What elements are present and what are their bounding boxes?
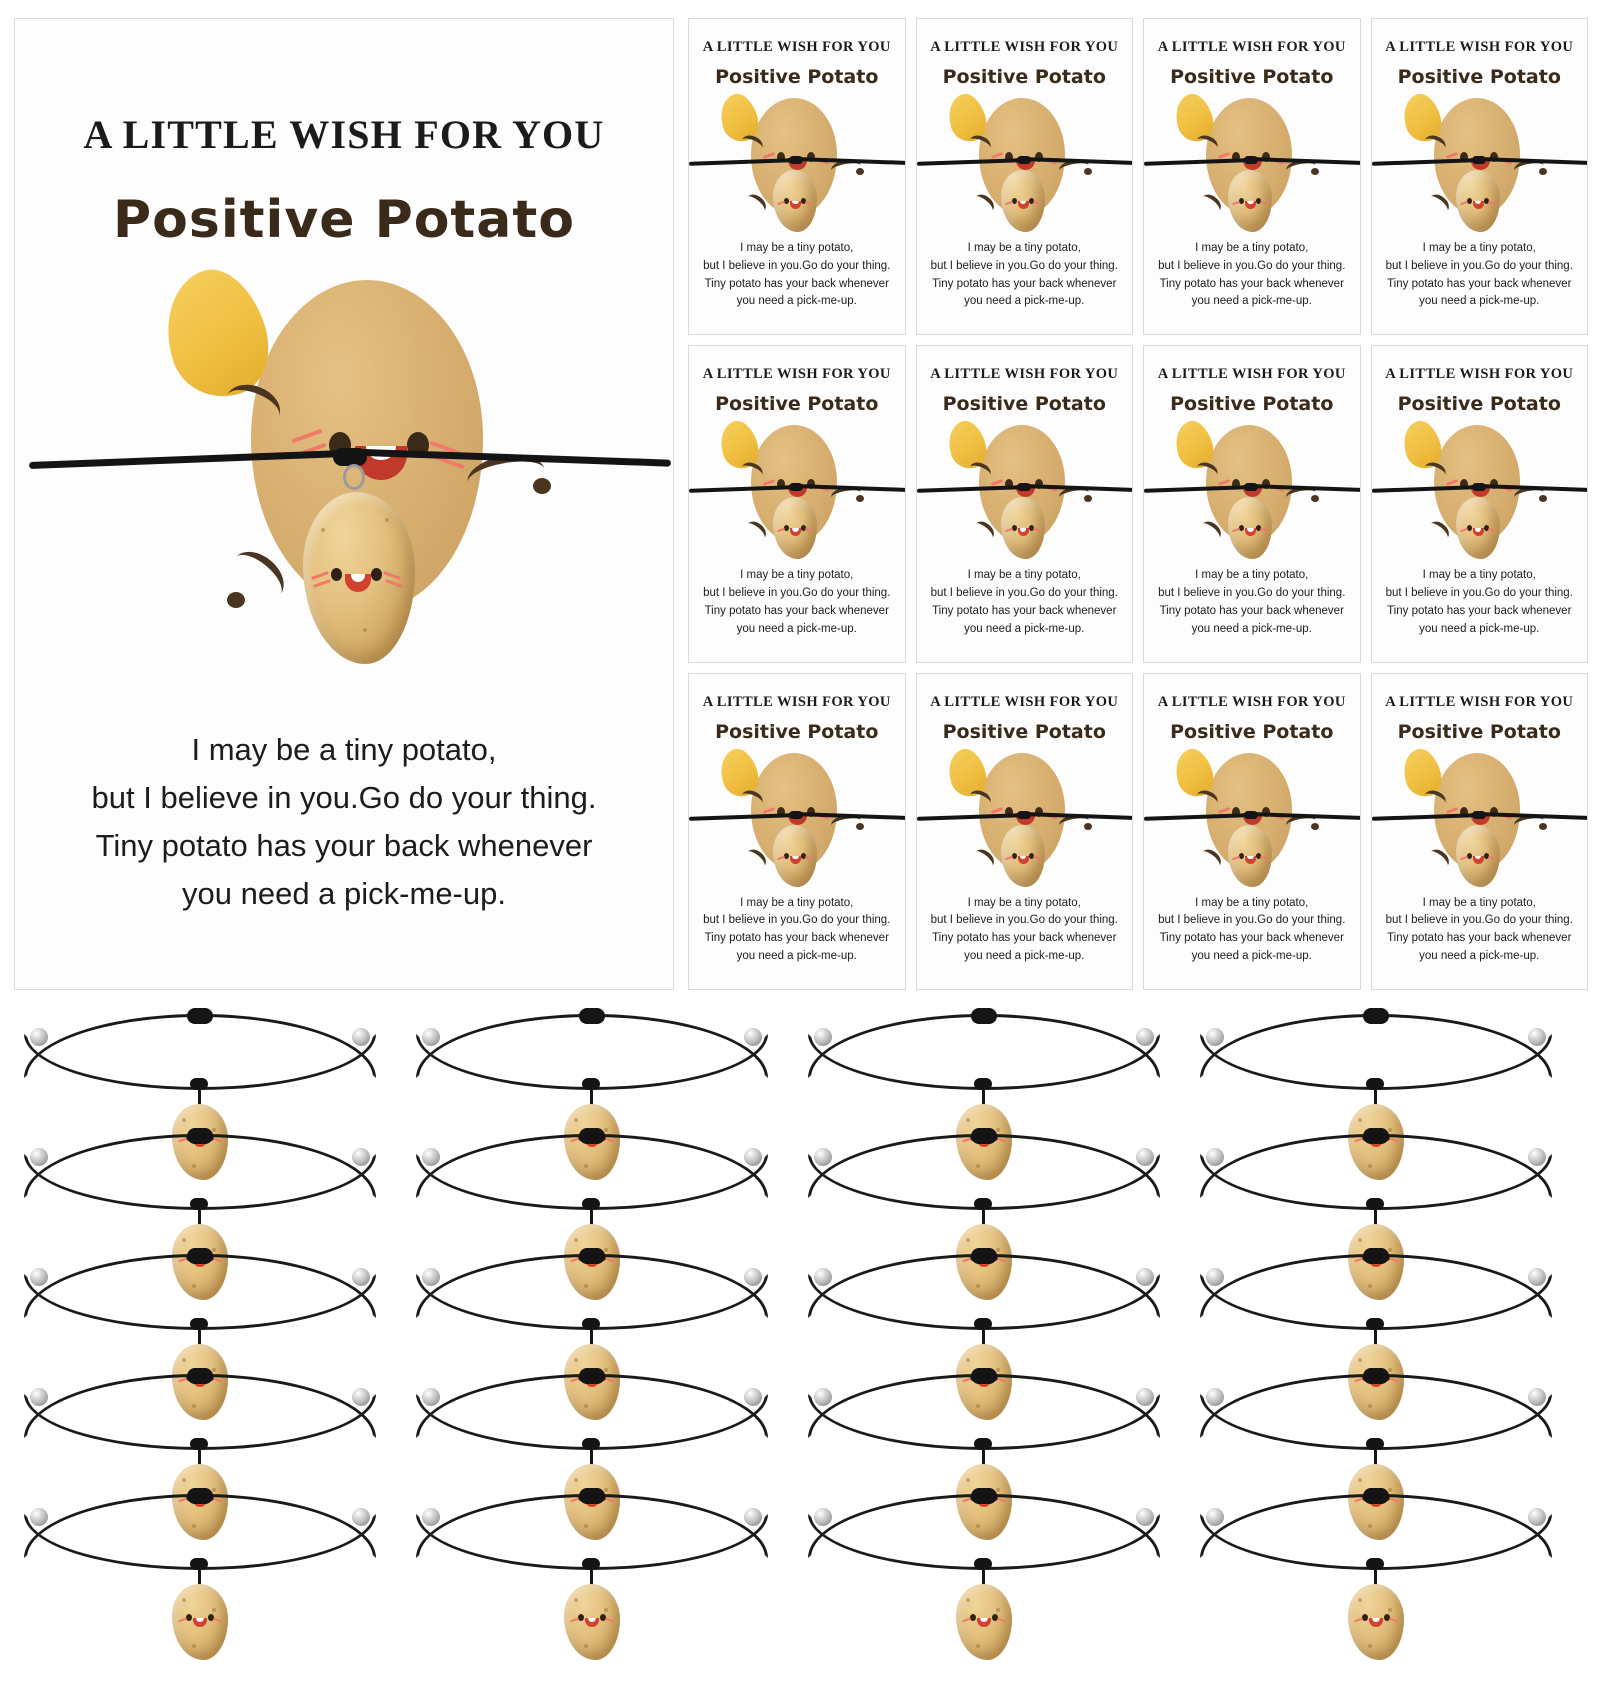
cord-knot-icon (1363, 1248, 1389, 1264)
mini-card-subtitle: Positive Potato (1170, 720, 1334, 743)
hero-message-line-4: you need a pick-me-up. (182, 876, 506, 912)
charm-mouth-icon (1018, 201, 1029, 209)
charm-speck (212, 1608, 216, 1612)
mini-message-line-3: Tiny potato has your back whenever (1387, 604, 1572, 617)
charm-speck (182, 1118, 186, 1122)
charm-speck (966, 1478, 970, 1482)
charm-speck (584, 1644, 588, 1648)
silver-bead-icon (1136, 1028, 1154, 1046)
cord-knot-icon (1244, 483, 1258, 491)
silver-bead-icon (1136, 1148, 1154, 1166)
mini-message-line-2: but I believe in you.Go do your thing. (1385, 259, 1573, 272)
mini-card-message (689, 895, 905, 966)
mini-card-subtitle: Positive Potato (715, 393, 879, 416)
silver-bead-icon (422, 1028, 440, 1046)
silver-bead-icon (814, 1268, 832, 1286)
mini-card-title: A LITTLE WISH FOR YOU (1385, 39, 1574, 55)
charm-left-eye-icon (331, 568, 342, 581)
mini-message-line-3: Tiny potato has your back whenever (704, 277, 889, 290)
mini-wish-card (1143, 18, 1361, 335)
mini-message-line-3: Tiny potato has your back whenever (704, 932, 889, 945)
mini-message-line-4: you need a pick-me-up. (736, 622, 857, 635)
mini-card-title: A LITTLE WISH FOR YOU (1157, 693, 1346, 710)
mini-card-title: A LITTLE WISH FOR YOU (1385, 366, 1574, 383)
mini-message-line-2: but I believe in you.Go do your thing. (703, 587, 891, 600)
silver-bead-icon (30, 1028, 48, 1046)
hero-card-message (15, 726, 673, 918)
mini-message-line-4: you need a pick-me-up. (1191, 622, 1312, 635)
cord-knot-icon (1017, 811, 1031, 819)
mini-message-line-1: I may be a tiny potato, (1422, 242, 1536, 254)
silver-bead-icon (1206, 1508, 1224, 1526)
mini-card-title: A LITTLE WISH FOR YOU (930, 39, 1119, 55)
mini-card-subtitle: Positive Potato (1397, 720, 1561, 743)
charm-speck (1358, 1598, 1362, 1602)
mini-message-line-4: you need a pick-me-up. (964, 295, 1085, 308)
potato-right-hand-icon (1311, 168, 1319, 175)
mini-message-line-2: but I believe in you.Go do your thing. (1158, 259, 1346, 272)
mini-wish-card (1371, 345, 1589, 662)
mini-message-line-2: but I believe in you.Go do your thing. (1385, 914, 1573, 927)
charm-mouth-icon (1018, 856, 1029, 864)
mini-message-line-2: but I believe in you.Go do your thing. (1158, 587, 1346, 600)
silver-bead-icon (1206, 1028, 1224, 1046)
silver-bead-icon (422, 1508, 440, 1526)
mini-card-message (1372, 895, 1588, 966)
mini-message-line-4: you need a pick-me-up. (1419, 622, 1540, 635)
charm-speck (182, 1478, 186, 1482)
cord-knot-icon (1017, 483, 1031, 491)
mini-message-line-4: you need a pick-me-up. (1419, 295, 1540, 308)
mini-message-line-3: Tiny potato has your back whenever (1387, 932, 1572, 945)
cord-knot-icon (1472, 811, 1486, 819)
charm-right-eye-icon (371, 568, 382, 581)
mini-wish-card (1143, 673, 1361, 990)
mini-artwork (1372, 745, 1588, 895)
mini-card-title: A LITTLE WISH FOR YOU (1385, 693, 1574, 710)
cord-knot-icon (187, 1368, 213, 1384)
silver-bead-icon (814, 1388, 832, 1406)
cord-knot-icon (971, 1368, 997, 1384)
mini-artwork (1372, 90, 1588, 240)
mini-message-line-2: but I believe in you.Go do your thing. (930, 259, 1118, 272)
hero-card-subtitle: Positive Potato (113, 190, 575, 250)
silver-bead-icon (30, 1268, 48, 1286)
mini-message-line-4: you need a pick-me-up. (1419, 950, 1540, 963)
mini-artwork (689, 745, 905, 895)
cord-knot-icon (579, 1128, 605, 1144)
mini-message-line-2: but I believe in you.Go do your thing. (703, 259, 891, 272)
silver-bead-icon (1528, 1388, 1546, 1406)
potato-right-hand-icon (1311, 495, 1319, 502)
mini-card-subtitle: Positive Potato (715, 66, 879, 88)
charm-mouth-icon (1473, 201, 1484, 209)
mini-message-line-2: but I believe in you.Go do your thing. (703, 914, 891, 927)
potato-right-hand-icon (856, 823, 864, 830)
mini-card-title: A LITTLE WISH FOR YOU (702, 39, 891, 55)
potato-right-hand-icon (1084, 495, 1092, 502)
silver-bead-icon (744, 1388, 762, 1406)
mini-card-subtitle: Positive Potato (1397, 66, 1561, 88)
mini-wish-card (916, 18, 1134, 335)
silver-bead-icon (814, 1028, 832, 1046)
silver-bead-icon (422, 1388, 440, 1406)
potato-right-hand-icon (856, 495, 864, 502)
cord-knot-icon (1363, 1368, 1389, 1384)
charm-speck (182, 1238, 186, 1242)
charm-speck (1358, 1478, 1362, 1482)
mini-wish-card (916, 345, 1134, 662)
mini-card-message (1144, 895, 1360, 966)
silver-bead-icon (744, 1268, 762, 1286)
charm-speck (1368, 1644, 1372, 1648)
mini-artwork (917, 745, 1133, 895)
mini-artwork (689, 417, 905, 567)
mini-card-message (689, 567, 905, 638)
mini-artwork (1144, 745, 1360, 895)
mini-message-line-4: you need a pick-me-up. (1191, 950, 1312, 963)
cord-knot-icon (1363, 1008, 1389, 1024)
mini-message-line-2: but I believe in you.Go do your thing. (930, 587, 1118, 600)
mini-message-line-3: Tiny potato has your back whenever (932, 604, 1117, 617)
cord-knot-icon (1244, 156, 1258, 164)
charm-speck (574, 1118, 578, 1122)
silver-bead-icon (744, 1508, 762, 1526)
charm-speck (574, 1598, 578, 1602)
charm-speck (996, 1608, 1000, 1612)
silver-bead-icon (30, 1388, 48, 1406)
charm-speck (321, 528, 325, 532)
potato-charm-bracelet (0, 1486, 400, 1706)
charm-left-eye-icon (1362, 1614, 1368, 1621)
cord-knot-icon (971, 1248, 997, 1264)
mini-card-title: A LITTLE WISH FOR YOU (702, 693, 891, 710)
charm-speck (966, 1238, 970, 1242)
cord-knot-icon (1363, 1128, 1389, 1144)
silver-bead-icon (30, 1508, 48, 1526)
mini-message-line-1: I may be a tiny potato, (967, 896, 1081, 909)
charm-speck (1388, 1608, 1392, 1612)
cord-knot-icon (789, 483, 803, 491)
mini-message-line-4: you need a pick-me-up. (964, 950, 1085, 963)
mini-message-line-3: Tiny potato has your back whenever (932, 932, 1117, 945)
mini-message-line-1: I may be a tiny potato, (740, 569, 854, 582)
mini-card-message (1372, 567, 1588, 638)
cord-knot-icon (1017, 156, 1031, 164)
cord-knot-icon (579, 1488, 605, 1504)
mini-message-line-1: I may be a tiny potato, (1422, 896, 1536, 909)
cord-knot-icon (1472, 156, 1486, 164)
mini-card-subtitle: Positive Potato (942, 720, 1106, 743)
potato-right-hand-icon (1539, 168, 1547, 175)
mini-message-line-1: I may be a tiny potato, (740, 896, 854, 909)
cord-knot-icon (187, 1248, 213, 1264)
charm-speck (1358, 1358, 1362, 1362)
mini-message-line-1: I may be a tiny potato, (1422, 569, 1536, 582)
charm-speck (385, 518, 389, 522)
mini-card-subtitle: Positive Potato (942, 393, 1106, 416)
mini-message-line-4: you need a pick-me-up. (964, 622, 1085, 635)
silver-bead-icon (352, 1268, 370, 1286)
mini-artwork (1144, 90, 1360, 240)
silver-bead-icon (1528, 1508, 1546, 1526)
mini-message-line-1: I may be a tiny potato, (1195, 569, 1309, 582)
silver-bead-icon (30, 1148, 48, 1166)
mini-message-line-3: Tiny potato has your back whenever (1159, 277, 1344, 290)
bracelet-grid (0, 1000, 1600, 1600)
silver-bead-icon (814, 1148, 832, 1166)
potato-left-foot-icon (227, 592, 245, 608)
mini-artwork (1372, 417, 1588, 567)
cord-knot-icon (579, 1248, 605, 1264)
cord-knot-icon (1244, 811, 1258, 819)
charm-speck (1358, 1238, 1362, 1242)
cord-knot-icon (187, 1008, 213, 1024)
hero-card-title: A LITTLE WISH FOR YOU (83, 112, 605, 157)
mini-artwork (689, 90, 905, 240)
silver-bead-icon (744, 1148, 762, 1166)
hero-message-line-2: but I believe in you.Go do your thing. (91, 780, 597, 816)
cord-knot-icon (187, 1488, 213, 1504)
mini-card-title: A LITTLE WISH FOR YOU (930, 366, 1119, 383)
charm-left-eye-icon (970, 1614, 976, 1621)
charm-speck (182, 1598, 186, 1602)
mini-artwork (1144, 417, 1360, 567)
cord-knot-icon (579, 1368, 605, 1384)
charm-mouth-icon (1473, 856, 1484, 864)
mini-card-message (1372, 240, 1588, 311)
silver-bead-icon (352, 1148, 370, 1166)
silver-bead-icon (1136, 1508, 1154, 1526)
potato-charm-bracelet (1176, 1486, 1576, 1706)
silver-bead-icon (1206, 1148, 1224, 1166)
silver-bead-icon (1136, 1388, 1154, 1406)
cord-knot-icon (579, 1008, 605, 1024)
mini-card-message (917, 240, 1133, 311)
mini-message-line-3: Tiny potato has your back whenever (1387, 277, 1572, 290)
mini-wish-card (688, 18, 906, 335)
charm-speck (574, 1358, 578, 1362)
silver-bead-icon (352, 1388, 370, 1406)
cord-knot-icon (789, 811, 803, 819)
mini-card-title: A LITTLE WISH FOR YOU (930, 693, 1119, 710)
hero-message-line-1: I may be a tiny potato, (191, 732, 497, 767)
potato-right-hand-icon (1084, 168, 1092, 175)
mini-card-subtitle: Positive Potato (1397, 393, 1561, 416)
mini-card-title: A LITTLE WISH FOR YOU (1157, 366, 1346, 383)
hero-artwork (15, 256, 674, 726)
mini-message-line-2: but I believe in you.Go do your thing. (1158, 914, 1346, 927)
silver-bead-icon (1136, 1268, 1154, 1286)
cord-knot-icon (1472, 483, 1486, 491)
potato-right-hand-icon (533, 478, 551, 494)
silver-bead-icon (1206, 1388, 1224, 1406)
mini-card-message (917, 895, 1133, 966)
mini-message-line-2: but I believe in you.Go do your thing. (1385, 587, 1573, 600)
mini-artwork (917, 90, 1133, 240)
mini-message-line-1: I may be a tiny potato, (967, 569, 1081, 582)
charm-speck (192, 1644, 196, 1648)
charm-speck (966, 1598, 970, 1602)
silver-bead-icon (1528, 1148, 1546, 1166)
silver-bead-icon (1528, 1268, 1546, 1286)
potato-charm-bracelet (392, 1486, 792, 1706)
silver-bead-icon (1528, 1028, 1546, 1046)
charm-speck (574, 1478, 578, 1482)
mini-message-line-1: I may be a tiny potato, (967, 242, 1081, 254)
mini-wish-card (916, 673, 1134, 990)
mini-message-line-1: I may be a tiny potato, (740, 242, 854, 254)
mini-message-line-4: you need a pick-me-up. (736, 950, 857, 963)
mini-card-subtitle: Positive Potato (942, 66, 1106, 88)
charm-speck (966, 1358, 970, 1362)
potato-right-hand-icon (856, 168, 864, 175)
mini-card-message (1144, 567, 1360, 638)
charm-left-eye-icon (578, 1614, 584, 1621)
potato-right-hand-icon (1539, 823, 1547, 830)
mini-card-message (917, 567, 1133, 638)
hero-message-line-3: Tiny potato has your back whenever (95, 828, 593, 864)
silver-bead-icon (1206, 1268, 1224, 1286)
silver-bead-icon (744, 1028, 762, 1046)
mini-card-message (689, 240, 905, 311)
cord-knot-icon (789, 156, 803, 164)
mini-message-line-1: I may be a tiny potato, (1195, 242, 1309, 254)
mini-message-line-3: Tiny potato has your back whenever (1159, 932, 1344, 945)
silver-bead-icon (814, 1508, 832, 1526)
mini-message-line-3: Tiny potato has your back whenever (1159, 604, 1344, 617)
charm-speck (182, 1358, 186, 1362)
charm-left-eye-icon (186, 1614, 192, 1621)
cord-knot-icon (971, 1128, 997, 1144)
mini-wish-card (1143, 345, 1361, 662)
mini-artwork (917, 417, 1133, 567)
charm-speck (1358, 1118, 1362, 1122)
cord-knot-icon (187, 1128, 213, 1144)
charm-speck (363, 628, 367, 632)
potato-right-hand-icon (1084, 823, 1092, 830)
mini-wish-card (688, 673, 906, 990)
cord-knot-icon (1363, 1488, 1389, 1504)
cord-knot-icon (971, 1488, 997, 1504)
potato-right-hand-icon (1311, 823, 1319, 830)
silver-bead-icon (422, 1148, 440, 1166)
silver-bead-icon (352, 1508, 370, 1526)
mini-wish-card (1371, 18, 1589, 335)
hero-wish-card (14, 18, 674, 990)
charm-speck (604, 1608, 608, 1612)
mini-wish-card (1371, 673, 1589, 990)
potato-right-hand-icon (1539, 495, 1547, 502)
mini-message-line-4: you need a pick-me-up. (1191, 295, 1312, 308)
mini-message-line-4: you need a pick-me-up. (736, 295, 857, 308)
cord-knot-icon (971, 1008, 997, 1024)
charm-speck (966, 1118, 970, 1122)
charm-speck (574, 1238, 578, 1242)
silver-bead-icon (352, 1028, 370, 1046)
mini-card-subtitle: Positive Potato (715, 720, 879, 743)
mini-message-line-2: but I believe in you.Go do your thing. (930, 914, 1118, 927)
mini-message-line-3: Tiny potato has your back whenever (932, 277, 1117, 290)
charm-bail-icon (343, 464, 365, 490)
mini-wish-card (688, 345, 906, 662)
mini-cards-grid (688, 18, 1588, 990)
potato-charm-bracelet (784, 1486, 1184, 1706)
charm-speck (976, 1644, 980, 1648)
mini-card-subtitle: Positive Potato (1170, 393, 1334, 416)
mini-card-title: A LITTLE WISH FOR YOU (1157, 39, 1346, 55)
mini-card-message (1144, 240, 1360, 311)
cord-knot-icon (333, 448, 367, 466)
silver-bead-icon (422, 1268, 440, 1286)
mini-message-line-1: I may be a tiny potato, (1195, 896, 1309, 909)
mini-message-line-3: Tiny potato has your back whenever (704, 604, 889, 617)
mini-card-subtitle: Positive Potato (1170, 66, 1334, 88)
mini-card-title: A LITTLE WISH FOR YOU (702, 366, 891, 383)
